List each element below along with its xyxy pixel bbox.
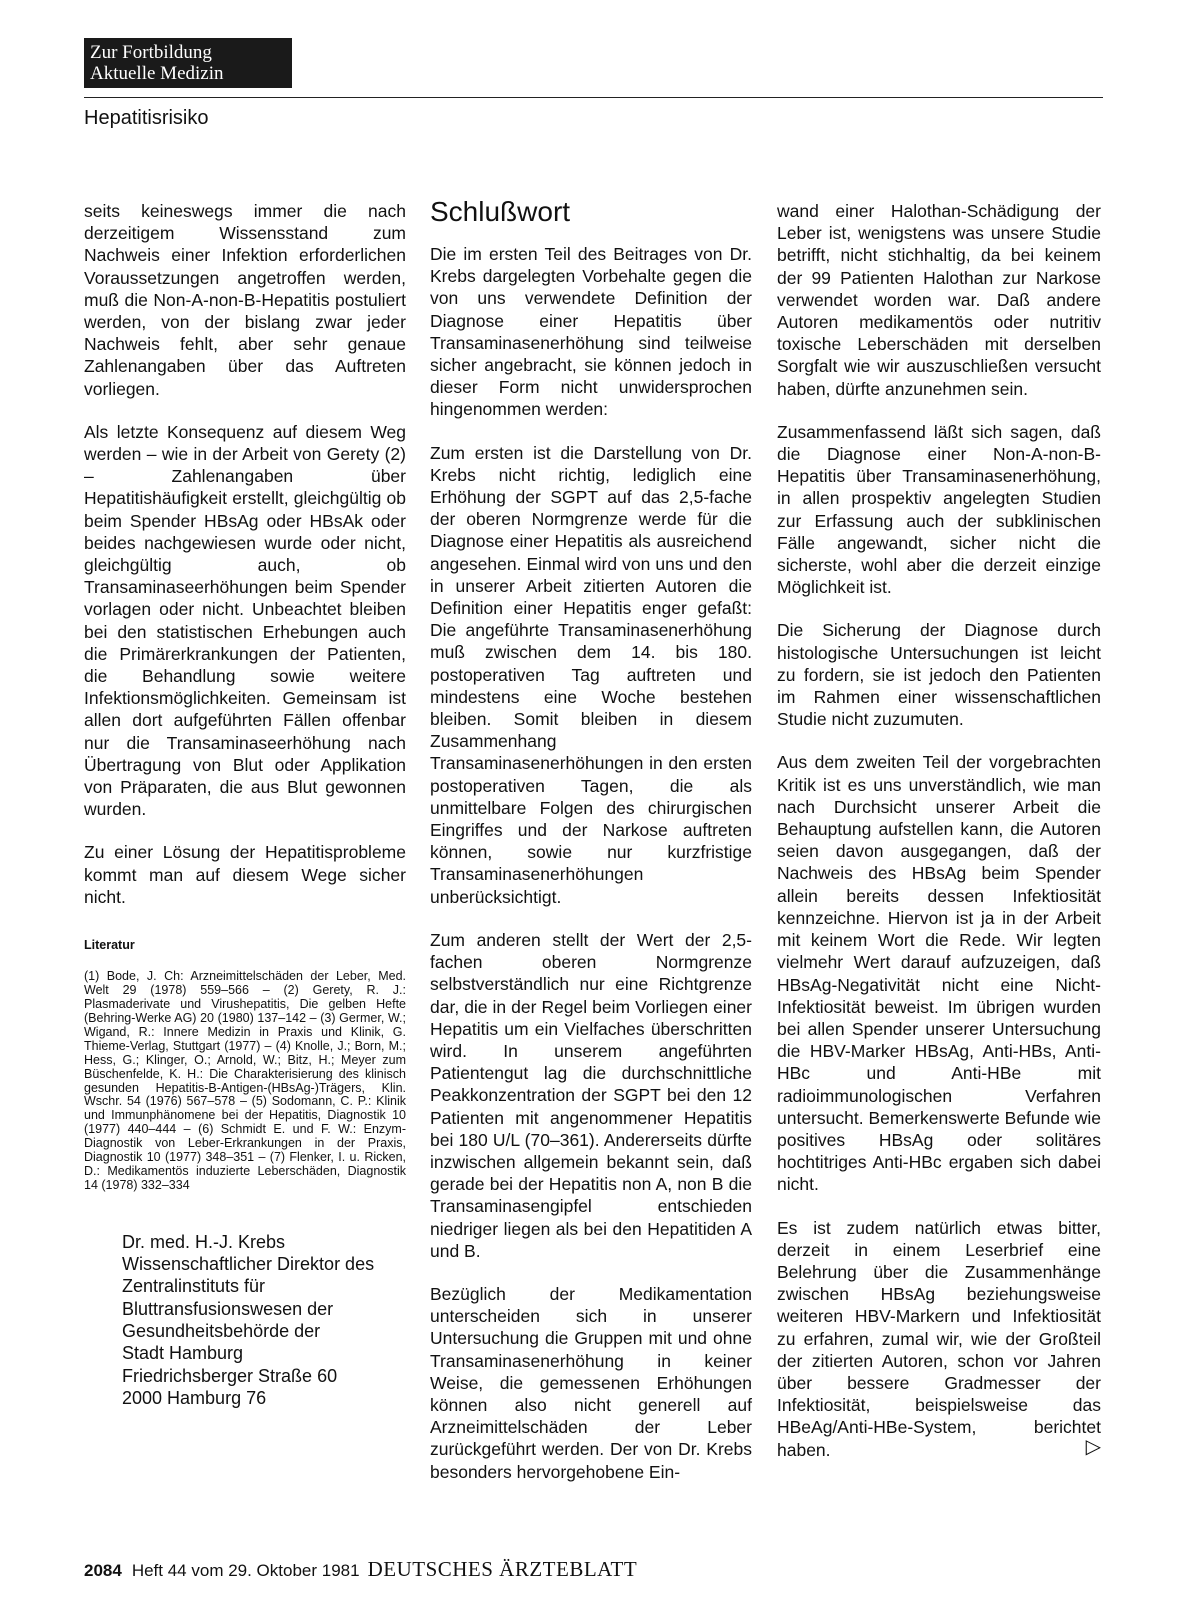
column-middle — [430, 196, 752, 1504]
page-footer — [84, 1557, 637, 1582]
author-line: Friedrichsberger Straße 60 — [122, 1365, 338, 1386]
column-left — [84, 200, 406, 1409]
author-line: Stadt Hamburg — [122, 1343, 244, 1364]
paragraph: Zusammenfassend läßt sich sagen, daß die Diagnose einer Non-A-non-B-Hepatitis über Transaminasenerhöhung, in allen prospektiv angelegten Studien zur Erfassung auch der subklinischen Fälle angewandt, sicher nicht die sicherste, wohl aber die derzeit einzige Möglichkeit ist. — [777, 421, 1101, 598]
paragraph: Aus dem zweiten Teil der vorgebrachten Kritik ist es uns unverständlich, wie man nach Durchsicht unserer Arbeit die Behauptung aufstellen kann, die Autoren seien davon ausgegangen, daß der Nachweis des HBsAg beim Spender allein bereits dessen Infektiosität kennzeichne. Hiervon ist ja in der Arbeit mit keinem Wort die Rede. Wir legten vielmehr Wert darauf aufzuzeigen, daß HBsAg-Negativität nicht eine Nicht-Infektiosität beweist. Im übrigen wurden bei allen Spender unserer Untersuchung die HBV-Marker HBsAg, Anti-HBs, Anti-HBc und Anti-HBe mit radioimmunologischen Verfahren untersucht. Bemerkenswerte Befunde wie positives HBsAg oder solitäres hochtitriges Anti-HBc ergaben sich dabei nicht. — [777, 752, 1101, 1195]
author-address — [122, 1231, 406, 1409]
journal-name: DEUTSCHES ÄRZTEBLATT — [367, 1557, 638, 1581]
paragraph: Zum ersten ist die Darstellung von Dr. Krebs nicht richtig, lediglich eine Erhöhung der SGPT auf das 2,5-fache der oberen Normgrenze werde für die Diagnose einer Hepatitis als ausreichend angesehen. Einmal wird von uns und den in unserer Arbeit zitierten Autoren die Definition einer Hepatitis enger gefaßt: Die angeführte Transaminasenerhöhung muß zwischen dem 14. bis 180. postoperativen Tag auftreten und mindestens eine Woche bestehen bleiben. Somit bleiben in diesem Zusammenhang Transaminasenerhöhungen in den ersten postoperativen Tagen, die als unmittelbare Folgen des chirurgischen Eingriffes und der Narkose auftreten können, sowie nur kurzfristige Transaminasenerhöhungen unberücksichtigt. — [430, 442, 752, 907]
author-line: 2000 Hamburg 76 — [122, 1387, 267, 1408]
paragraph: wand einer Halothan-Schädigung der Leber ist, wenigstens was unsere Studie betrifft, nicht stichhaltig, da bei keinem der 99 Patienten Halothan zur Narkose verwendet worden war. Daß andere Autoren medikamentös oder nutritiv toxische Leberschäden mit derselben Sorgfalt wie wir auszuschließen versucht haben, dürfte anzunehmen sein. — [777, 201, 1101, 399]
author-line: Dr. med. H.-J. Krebs — [122, 1231, 286, 1252]
section-tag-line2: Aktuelle Medizin — [90, 63, 224, 84]
author-line: Gesundheitsbehörde der — [122, 1320, 321, 1341]
paragraph — [777, 1217, 1101, 1461]
paragraph: Zu einer Lösung der Hepatitisprobleme kommt man auf diesem Wege sicher nicht. — [84, 842, 406, 907]
issue-info: Heft 44 vom 29. Oktober 1981 — [131, 1561, 360, 1580]
section-tag-line1: Zur Fortbildung — [90, 42, 212, 63]
paragraph: Bezüglich der Medikamentation unterscheiden sich in unserer Untersuchung die Gruppen mit und ohne Transaminasenerhöhung in keiner Weise, die gemessenen Erhöhungen können also nicht generell auf Arzneimittelschäden der Leber zurückgeführt werden. Der von Dr. Krebs besonders hervorgehobene Ein- — [430, 1283, 752, 1482]
paragraph: Als letzte Konsequenz auf diesem Weg werden – wie in der Arbeit von Gerety (2) – Zahlenangaben über Hepatitishäufigkeit erstellt, gleichgültig ob beim Spender HBsAg oder HBsAk oder beides nachgewiesen wurde oder nicht, gleichgültig auch, ob Transaminaseerhöhungen beim Spender vorlagen oder nicht. Unbeachtet bleiben bei den statistischen Erhebungen auch die Primärerkrankungen der Patienten, die Behandlung sowie weitere Infektionsmöglichkeiten. Gemeinsam ist allen dort aufgeführten Fällen offenbar nur die Transaminaseerhöhung nach Übertragung von Blut oder Applikation von Präparaten, die aus Blut gewonnen wurden. — [84, 421, 406, 820]
paragraph: seits keineswegs immer die nach derzeitigem Wissensstand zum Nachweis einer Infektion erforderlichen Voraussetzungen angetroffen werden, muß die Non-A-non-B-Hepatitis postuliert werden, von der bislang zwar jeder Nachweis fehlt, aber sehr genaue Zahlenangaben über das Auftreten vorliegen. — [84, 201, 406, 399]
paragraph: Die Sicherung der Diagnose durch histologische Untersuchungen ist leicht zu fordern, sie ist jedoch den Patienten im Rahmen einer wissenschaftlichen Studie nicht zuzumuten. — [777, 620, 1101, 730]
column-right — [777, 200, 1101, 1482]
header-rule — [84, 97, 1103, 98]
section-heading: Schlußwort — [430, 196, 571, 227]
literature-title: Literatur — [84, 938, 135, 953]
paragraph: Die im ersten Teil des Beitrages von Dr. Krebs dargelegten Vorbehalte gegen die von uns verwendete Definition der Diagnose einer Hepatitis über Transaminasenerhöhung sind teilweise sicher angebracht, sie können jedoch in dieser Form nicht unwidersprochen hingenommen werden: — [430, 244, 752, 420]
author-line: Bluttransfusionswesen der — [122, 1298, 334, 1319]
page-number: 2084 — [84, 1561, 122, 1580]
running-head: Hepatitisrisiko — [84, 107, 209, 129]
references: (1) Bode, J. Ch: Arzneimittelschäden der Leber, Med. Welt 29 (1978) 559–566 – (2) Gerety, R. J.: Plasmaderivate und Virushepatitis, Die gelben Hefte (Behring-Werke AG) 20 (1980) 137–142 – (3) Germer, W.; Wigand, R.: Innere Medizin in Praxis und Klinik, G. Thieme-Verlag, Stuttgart (1977) – (4) Knolle, J.; Born, M.; Hess, G.; Klinger, O.; Arnold, W.; Bitz, H.; Meyer zum Büschenfelde, K. H.: Die Charakterisierung des klinisch gesunden Hepatitis-B-Antigen-(HBsAg-)Trägers, Klin. Wschr. 54 (1976) 567–578 – (5) Sodomann, C. P.: Klinik und Immunphänomene bei der Hepatitis, Diagnostik 10 (1977) 440–444 – (6) Schmidt E. und F. W.: Enzym-Diagnostik von Leber-Erkrankungen in der Praxis, Diagnostik 10 (1977) 348–351 – (7) Flenker, I. u. Ricken, D.: Medikamentös induzierte Leberschäden, Diagnostik 14 (1978) 332–334 — [84, 969, 406, 1192]
author-line: Wissenschaftlicher Direktor des — [122, 1254, 375, 1275]
section-tag — [84, 38, 292, 88]
paragraph-text: Es ist zudem natürlich etwas bitter, derzeit in einem Leserbrief eine Belehrung über die Zusammenhänge zwischen HBsAg beziehungsweise weiteren HBV-Markern und Infektiosität zu erfahren, zumal wir, wie der Großteil der zitierten Autoren, schon vor Jahren über bessere Gradmesser der Infektiosität, beispielsweise das HBeAg/Anti-HBe-System, berichtet haben. — [777, 1217, 1101, 1460]
author-line: Zentralinstituts für — [122, 1276, 266, 1297]
continue-arrow-icon: ▷ — [1085, 1435, 1101, 1458]
paragraph: Zum anderen stellt der Wert der 2,5-fachen oberen Normgrenze selbstverständlich nur eine Richtgrenze dar, die in der Regel beim Vorliegen einer Hepatitis um ein Vielfaches überschritten wird. In unserem angeführten Patientengut lag die durchschnittliche Peakkonzentration der SGPT bei den 12 Patienten mit angenommener Hepatitis bei 180 U/L (70–361). Andererseits dürfte inzwischen allgemein bekannt sein, daß gerade bei der Hepatitis non A, non B die Transaminasengipfel entschieden niedriger liegen als bei den Hepatitiden A und B. — [430, 929, 752, 1261]
